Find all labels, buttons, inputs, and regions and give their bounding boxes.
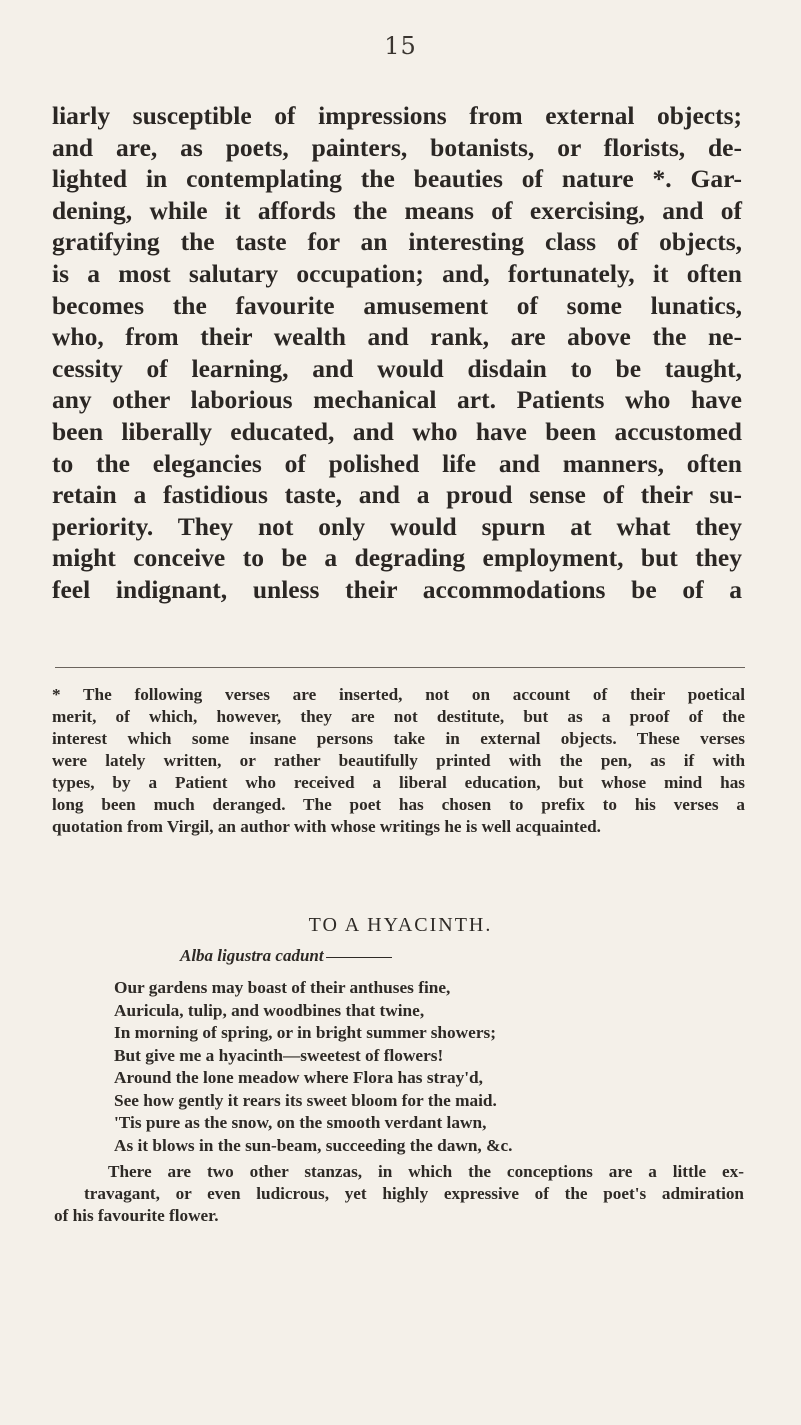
footnote-line: were lately written, or rather beautifully printed with the pen, as if with	[52, 751, 745, 770]
footnote-text	[52, 684, 745, 838]
text-line: who, from their wealth and rank, are above the ne-	[52, 322, 742, 352]
poem-line: As it blows in the sun-beam, succeeding the dawn, &c.	[114, 1135, 513, 1155]
closing-line: of his favourite flower.	[54, 1206, 219, 1225]
text-line: becomes the favourite amusement of some lunatics,	[52, 290, 742, 320]
poem-title: TO A HYACINTH.	[308, 914, 493, 936]
page-number: 15	[384, 32, 417, 60]
text-line: is a most salutary occupation; and, fortunately, it often	[52, 258, 742, 288]
epigraph-text: Alba ligustra cadunt	[180, 946, 324, 965]
footnote-line: * The following verses are inserted, not on account of their poetical	[52, 685, 745, 704]
text-line: any other laborious mechanical art. Patients who have	[52, 385, 742, 415]
text-line: might conceive to be a degrading employment, but they	[52, 543, 742, 573]
poem-line: See how gently it rears its sweet bloom for the maid.	[114, 1090, 497, 1110]
text-line: retain a fastidious taste, and a proud sense of their su-	[52, 480, 742, 510]
poem-line: 'Tis pure as the snow, on the smooth verdant lawn,	[114, 1113, 487, 1132]
text-line: cessity of learning, and would disdain to be taught,	[52, 353, 742, 383]
text-line: gratifying the taste for an interesting class of objects,	[52, 227, 742, 257]
main-text	[52, 100, 742, 606]
epigraph-dash	[326, 957, 392, 958]
footnote-line: types, by a Patient who received a liberal education, but whose mind has	[52, 773, 745, 792]
poem-epigraph	[180, 946, 392, 966]
text-line: been liberally educated, and who have been accustomed	[52, 416, 742, 446]
footnote-divider	[55, 667, 745, 668]
text-line: liarly susceptible of impressions from external objects;	[52, 101, 742, 130]
poem-line: But give me a hyacinth—sweetest of flowers!	[114, 1045, 444, 1065]
footnote-line: merit, of which, however, they are not destitute, but as a proof of the	[52, 707, 745, 726]
text-line: feel indignant, unless their accommodations be of a	[52, 574, 742, 604]
footnote-line: quotation from Virgil, an author with whose writings he is well acquainted.	[52, 817, 601, 836]
poem-verses	[114, 977, 754, 1157]
closing-line: There are two other stanzas, in which the conceptions are a little ex-	[108, 1162, 744, 1181]
poem-line: Our gardens may boast of their anthuses fine,	[114, 978, 451, 997]
closing-line: travagant, or even ludicrous, yet highly expressive of the poet's admiration	[84, 1184, 744, 1203]
footnote-line: interest which some insane persons take in external objects. These verses	[52, 729, 745, 748]
poem-line: In morning of spring, or in bright summer showers;	[114, 1023, 496, 1042]
poem-line: Auricula, tulip, and woodbines that twine,	[114, 1000, 425, 1020]
text-line: dening, while it affords the means of exercising, and of	[52, 195, 742, 225]
footnote-line: long been much deranged. The poet has chosen to prefix to his verses a	[52, 795, 745, 814]
footnote-closing-text	[54, 1161, 744, 1227]
text-line: and are, as poets, painters, botanists, or florists, de-	[52, 132, 742, 162]
text-line: lighted in contemplating the beauties of nature *. Gar-	[52, 164, 742, 194]
text-line: to the elegancies of polished life and manners, often	[52, 448, 742, 478]
text-line: periority. They not only would spurn at what they	[52, 511, 742, 541]
poem-line: Around the lone meadow where Flora has stray'd,	[114, 1068, 483, 1087]
